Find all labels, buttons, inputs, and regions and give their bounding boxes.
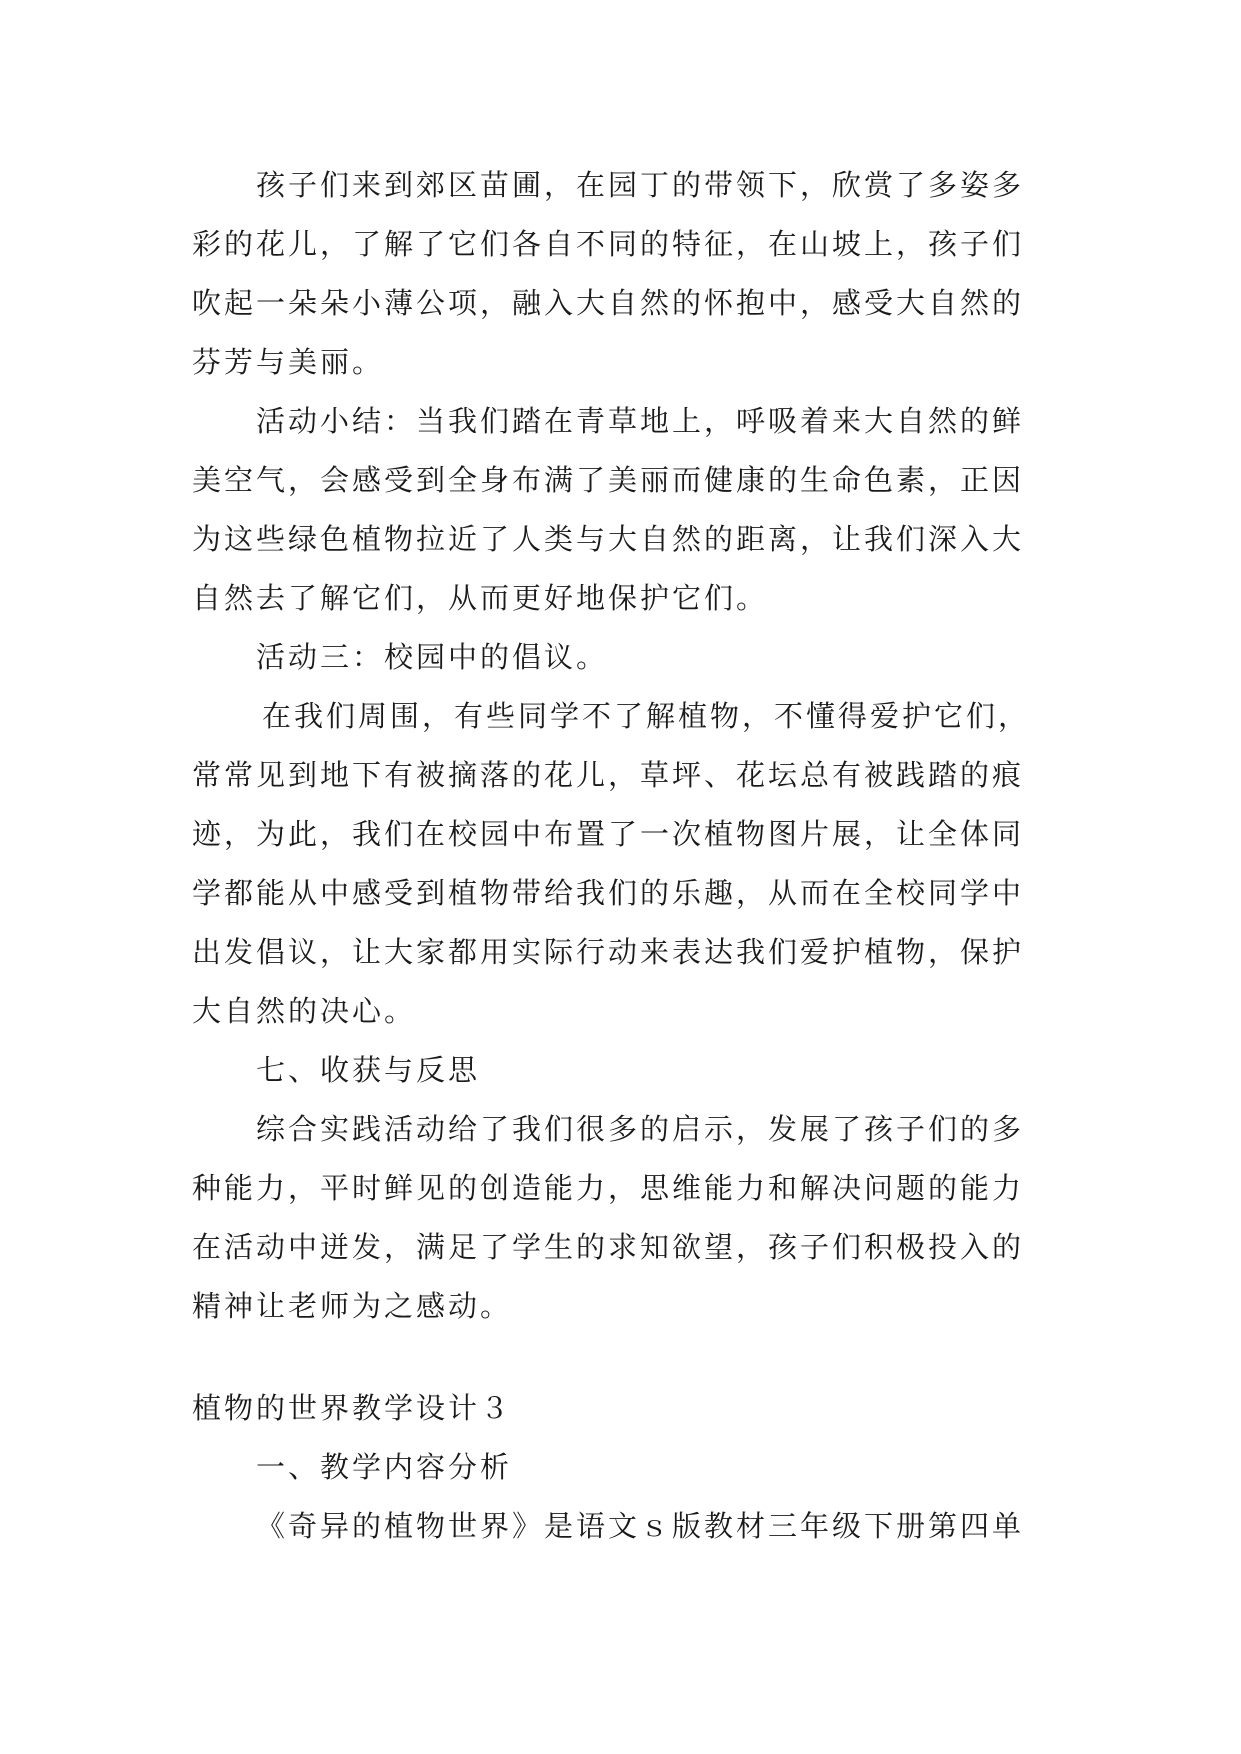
paragraph-line: 彩的花儿，了解了它们各自不同的特征，在山坡上，孩子们 [192, 227, 1025, 261]
paragraph-line: 精神让老师为之感动。 [192, 1289, 513, 1323]
paragraph-line: 综合实践活动给了我们很多的启示，发展了孩子们的多 [256, 1112, 1025, 1146]
paragraph-line: 芬芳与美丽。 [192, 345, 385, 379]
paragraph-line: 在我们周围，有些同学不了解植物，不懂得爱护它们， [262, 699, 1031, 733]
paragraph-line: 常常见到地下有被摘落的花儿，草坪、花坛总有被践踏的痕 [192, 758, 1025, 792]
paragraph-line: 大自然的决心。 [192, 994, 417, 1028]
paragraph-line: 美空气，会感受到全身布满了美丽而健康的生命色素，正因 [192, 463, 1025, 497]
paragraph-line: 《奇异的植物世界》是语文ｓ版教材三年级下册第四单 [256, 1509, 1025, 1543]
paragraph-line: 学都能从中感受到植物带给我们的乐趣，从而在全校同学中 [192, 876, 1025, 910]
paragraph-line: 种能力，平时鲜见的创造能力，思维能力和解决问题的能力 [192, 1171, 1025, 1205]
paragraph-line: 自然去了解它们，从而更好地保护它们。 [192, 581, 769, 615]
paragraph-line: 迹，为此，我们在校园中布置了一次植物图片展，让全体同 [192, 817, 1025, 851]
paragraph-line: 出发倡议，让大家都用实际行动来表达我们爱护植物，保护 [192, 935, 1025, 969]
paragraph-line: 孩子们来到郊区苗圃，在园丁的带领下，欣赏了多姿多 [256, 168, 1025, 202]
paragraph-line: 为这些绿色植物拉近了人类与大自然的距离，让我们深入大 [192, 522, 1025, 556]
section-heading: 七、收获与反思 [256, 1053, 481, 1087]
paragraph-line: 在活动中迸发，满足了学生的求知欲望，孩子们积极投入的 [192, 1230, 1025, 1264]
document-title: 植物的世界教学设计３ [192, 1391, 513, 1425]
section-heading: 活动三：校园中的倡议。 [256, 640, 609, 674]
paragraph-line: 活动小结：当我们踏在青草地上，呼吸着来大自然的鲜 [256, 404, 1025, 438]
paragraph-line: 吹起一朵朵小薄公项，融入大自然的怀抱中，感受大自然的 [192, 286, 1025, 320]
section-heading: 一、教学内容分析 [256, 1450, 513, 1484]
